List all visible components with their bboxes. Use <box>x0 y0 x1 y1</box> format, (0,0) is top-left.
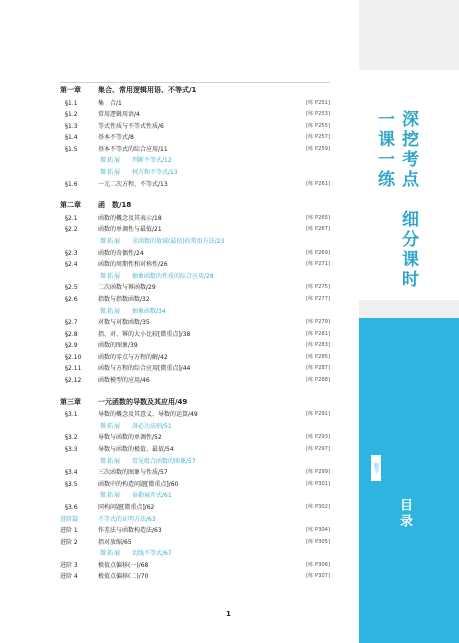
toc-number: §2.4 <box>65 261 78 269</box>
toc-title: 等式性质与不等式性质/6 <box>98 122 164 130</box>
toc-row[interactable] <box>60 306 330 318</box>
toc-title: 指、对、幂的大小比较[微重点]/38 <box>98 330 191 338</box>
toc-row[interactable] <box>60 537 330 549</box>
toc-row[interactable] <box>60 155 330 167</box>
toc-number: 第三章 <box>60 397 81 406</box>
toc-number: 进阶 3 <box>60 561 78 569</box>
toc-topic-title: 权方和不等式/13 <box>132 169 178 177</box>
toc-practice-ref: [练 P304] <box>306 527 330 534</box>
toc-topic-label: 微拓展 <box>100 272 122 280</box>
toc-title: 一元函数的导数及其应用/49 <box>98 397 188 406</box>
toc-title: 作差法与函数构造法/63 <box>98 527 162 535</box>
toc-title: 基本不等式/8 <box>98 134 134 142</box>
toc-number: 第二章 <box>60 201 81 210</box>
toc-row[interactable] <box>60 224 330 236</box>
toc-row[interactable] <box>60 259 330 271</box>
toc-row[interactable] <box>60 467 330 479</box>
toc-number: §1.4 <box>65 134 78 142</box>
toc-title: 一元二次方程、不等式/13 <box>98 180 168 188</box>
toc-topic-label: 微拓展 <box>100 157 122 165</box>
toc-row[interactable] <box>60 121 330 133</box>
toc-topic-title: 泰勒展开式/61 <box>132 492 172 500</box>
toc-practice-ref: [练 P288] <box>306 377 330 384</box>
toc-row[interactable] <box>60 479 330 491</box>
toc-number: §2.6 <box>65 295 78 303</box>
toc-practice-ref: [练 P291] <box>306 411 330 418</box>
toc-title: 函数的周期性和对称性/26 <box>98 261 168 269</box>
toc-title: 函 数/18 <box>98 201 132 210</box>
toc-row[interactable] <box>60 409 330 421</box>
toc-number: §3.2 <box>65 434 78 442</box>
toc-number: §1.2 <box>65 111 78 119</box>
toc-topic-label: 微拓展 <box>100 492 122 500</box>
toc-row[interactable] <box>60 144 330 156</box>
toc-title: 函数的概念及其表示/18 <box>98 214 162 222</box>
toc-row[interactable] <box>60 98 330 110</box>
toc-topic-title: 洛必达法则/51 <box>132 422 172 430</box>
toc-topic-title: 抽象函数/34 <box>132 307 166 315</box>
toc-row[interactable] <box>60 560 330 572</box>
toc-practice-ref: [练 P255] <box>306 122 330 129</box>
toc-row[interactable] <box>60 236 330 248</box>
toc-title: 指数与指数函数/32 <box>98 295 150 303</box>
page-number: 1 <box>226 610 231 618</box>
toc-practice-ref: [练 P267] <box>306 226 330 233</box>
toc-row[interactable] <box>60 352 330 364</box>
toc-number: §2.9 <box>65 342 78 350</box>
toc-topic-title: 判断不等式/12 <box>132 157 172 165</box>
toc-title: 函数的零点与方程的解/42 <box>98 353 168 361</box>
toc-title: 导数与函数的单调性/52 <box>98 434 162 442</box>
toc-topic-title: 切线不等式/67 <box>132 550 172 558</box>
toc-practice-ref: [练 P301] <box>306 480 330 487</box>
toc-number: §3.5 <box>65 480 78 488</box>
toc-number: §2.10 <box>65 353 82 361</box>
toc-practice-ref: [练 P277] <box>306 295 330 302</box>
toc-practice-ref: [练 P265] <box>306 214 330 221</box>
toc-title: 函数与方程的综合应用[微重点]/44 <box>98 365 191 373</box>
toc-topic-label: 微拓展 <box>100 550 122 558</box>
toc-row[interactable] <box>60 179 330 191</box>
toc-title: 导数的概念及其意义、导数的运算/49 <box>98 411 198 419</box>
toc-row[interactable] <box>60 340 330 352</box>
toc-row[interactable] <box>60 294 330 306</box>
toc-practice-ref: [练 P302] <box>306 503 330 510</box>
toc-row[interactable] <box>60 502 330 514</box>
toc-row[interactable] <box>60 329 330 341</box>
toc-practice-ref: [练 P251] <box>306 99 330 106</box>
toc-row[interactable] <box>60 421 330 433</box>
toc-row[interactable] <box>60 456 330 468</box>
toc-row[interactable] <box>60 167 330 179</box>
toc-practice-ref: [练 P257] <box>306 134 330 141</box>
toc-number: §2.5 <box>65 284 78 292</box>
toc-row[interactable] <box>60 490 330 502</box>
toc-title: 函数中的构造问题[微重点]/60 <box>98 480 179 488</box>
toc-number: §2.11 <box>65 365 82 373</box>
toc-topic-label: 微拓展 <box>100 307 122 315</box>
toc-title: 不等式的证明方法/63 <box>98 515 156 523</box>
toc-row[interactable] <box>60 375 330 387</box>
toc-number: §1.1 <box>65 99 78 107</box>
toc-practice-ref: [练 P281] <box>306 330 330 337</box>
toc-title: 二次函数与幂函数/29 <box>98 284 156 292</box>
toc-title: 基本不等式的综合应用/11 <box>98 145 168 153</box>
toc-row[interactable] <box>60 84 330 98</box>
toc-number: 进阶篇 <box>60 515 79 523</box>
toc-number: 第一章 <box>60 86 81 94</box>
toc-row[interactable] <box>60 199 330 213</box>
toc-title: 极值点偏移(一)/68 <box>98 561 149 569</box>
toc-title: 导数与函数的极值、最值/54 <box>98 445 174 453</box>
side-slogan-line1: 深挖考点 细分课时 <box>398 110 418 290</box>
toc-number: §2.3 <box>65 249 78 257</box>
toc-practice-ref: [练 P279] <box>306 319 330 326</box>
toc-title: 指对放缩/65 <box>98 538 132 546</box>
toc-practice-ref: [练 P269] <box>306 249 330 256</box>
toc-number: §1.3 <box>65 122 78 130</box>
toc-practice-ref: [练 P306] <box>306 561 330 568</box>
toc-number: §3.6 <box>65 503 78 511</box>
toc-number: §2.1 <box>65 214 78 222</box>
toc-practice-ref: [练 P299] <box>306 469 330 476</box>
toc-practice-ref: [练 P297] <box>306 445 330 452</box>
toc-number: §3.3 <box>65 445 78 453</box>
toc-title: 三次函数的图象与性质/57 <box>98 469 168 477</box>
toc-row[interactable] <box>60 548 330 560</box>
subject-tag: 数学 <box>371 455 381 481</box>
toc-row[interactable] <box>60 514 330 526</box>
toc-number: 进阶 2 <box>60 538 78 546</box>
toc-row[interactable] <box>60 317 330 329</box>
toc-title: 对数与对数函数/35 <box>98 319 150 327</box>
toc-practice-ref: [练 P305] <box>306 538 330 545</box>
toc-title: 函数模型的应用/46 <box>98 377 150 385</box>
toc-practice-ref: [练 P275] <box>306 284 330 291</box>
toc-row[interactable] <box>60 396 330 410</box>
toc-number: §1.6 <box>65 180 78 188</box>
toc-practice-ref: [练 P285] <box>306 353 330 360</box>
toc-practice-ref: [练 P283] <box>306 342 330 349</box>
toc-topic-title: 抽象函数的性质的综合应用/28 <box>132 272 214 280</box>
toc-practice-ref: [练 P271] <box>306 261 330 268</box>
toc-row[interactable] <box>60 132 330 144</box>
top-divider <box>60 82 330 83</box>
side-slogan-line2: 一课一练 <box>374 110 394 190</box>
toc-practice-ref: [练 P307] <box>306 573 330 580</box>
toc-number: §2.8 <box>65 330 78 338</box>
toc-title: 函数的奇偶性/24 <box>98 249 144 257</box>
toc-topic-label: 微拓展 <box>100 169 122 177</box>
toc-row[interactable] <box>60 525 330 537</box>
toc-number: §2.2 <box>65 226 78 234</box>
toc-practice-ref: [练 P293] <box>306 434 330 441</box>
toc-number: §1.5 <box>65 145 78 153</box>
toc-row[interactable] <box>60 271 330 283</box>
toc-number: 进阶 1 <box>60 527 78 535</box>
toc-title: 极值点偏移(二)/70 <box>98 573 149 581</box>
toc-practice-ref: [练 P287] <box>306 365 330 372</box>
toc-topic-label: 微拓展 <box>100 457 122 465</box>
toc-number: §2.12 <box>65 377 82 385</box>
toc-row[interactable] <box>60 432 330 444</box>
toc-practice-ref: [练 P261] <box>306 180 330 187</box>
toc-number: §3.1 <box>65 411 78 419</box>
toc-row[interactable] <box>60 363 330 375</box>
toc-number: §2.7 <box>65 319 78 327</box>
toc-title: 函数的单调性与最值/21 <box>98 226 162 234</box>
toc-topic-label: 微拓展 <box>100 422 122 430</box>
toc-title: 常用逻辑用语/4 <box>98 111 140 119</box>
toc-row[interactable] <box>60 282 330 294</box>
toc-topic-title: 求函数的值域(最值)的常用方法/23 <box>132 237 225 245</box>
toc-number: 进阶 4 <box>60 573 78 581</box>
table-of-contents <box>60 84 330 583</box>
toc-row[interactable] <box>60 444 330 456</box>
toc-topic-title: 常见组合函数的图象/57 <box>132 457 196 465</box>
toc-title: 集 合/1 <box>98 99 122 107</box>
toc-topic-label: 微拓展 <box>100 237 122 245</box>
toc-title: 集合、常用逻辑用语、不等式/1 <box>98 86 197 94</box>
toc-row[interactable] <box>60 248 330 260</box>
toc-title: 同构问题[微重点]/62 <box>98 503 155 511</box>
catalog-heading: 目录 <box>397 498 412 530</box>
toc-row[interactable] <box>60 109 330 121</box>
toc-title: 函数的图象/39 <box>98 342 138 350</box>
toc-practice-ref: [练 P259] <box>306 145 330 152</box>
toc-practice-ref: [练 P253] <box>306 111 330 118</box>
toc-row[interactable] <box>60 571 330 583</box>
toc-row[interactable] <box>60 213 330 225</box>
toc-number: §3.4 <box>65 469 78 477</box>
